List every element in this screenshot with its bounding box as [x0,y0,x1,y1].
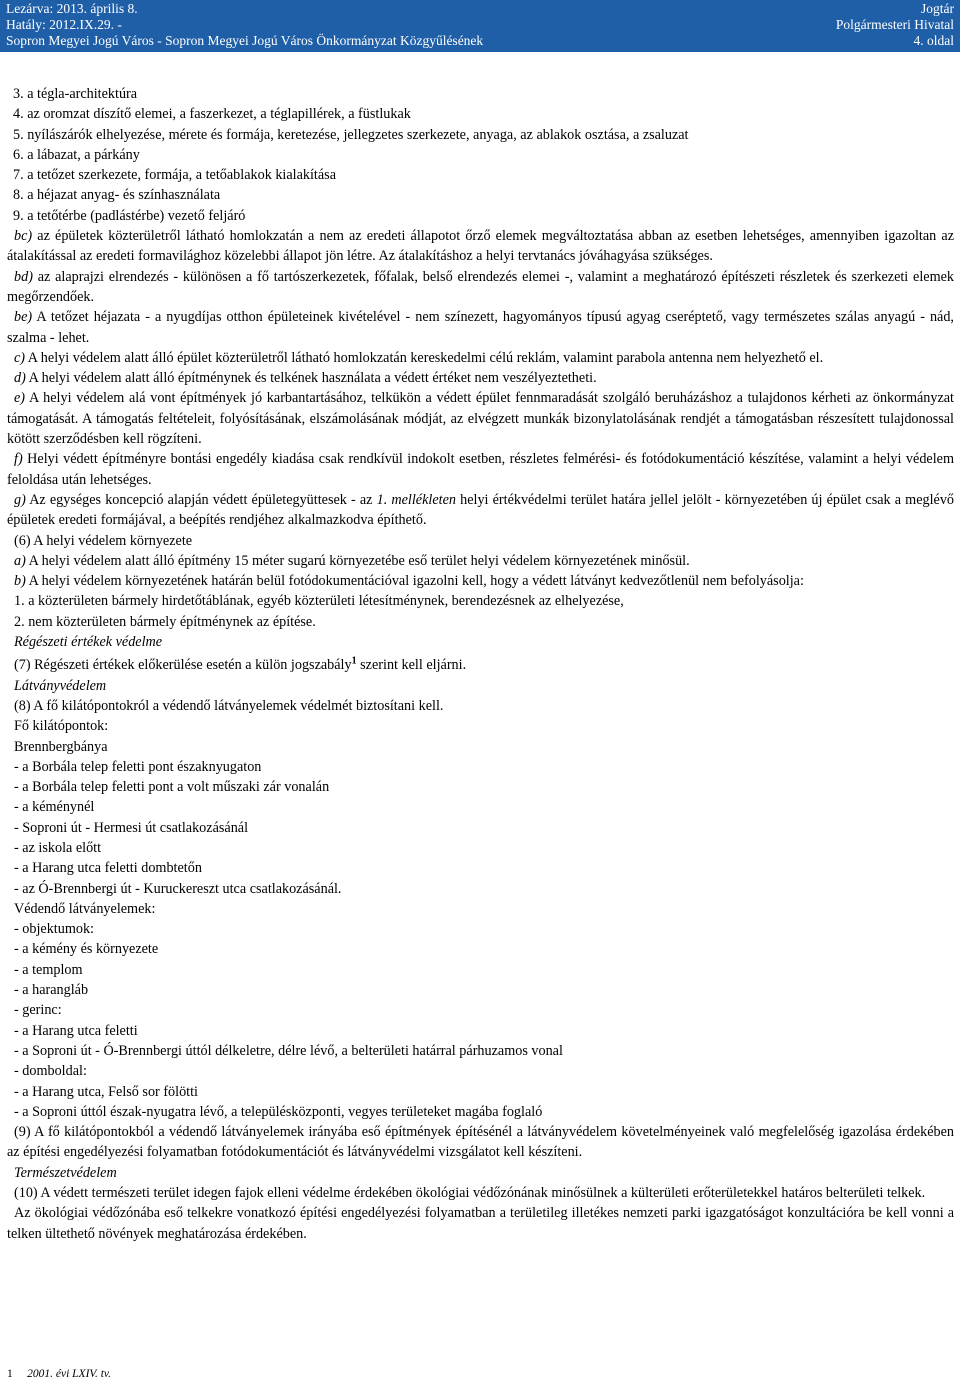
para-label: f) [14,451,23,468]
heading-view-protection: Látványvédelem [14,677,107,694]
list-item: 5. nyílászárók elhelyezése, mérete és formája, keretezése, jellegzetes szerkezete, anyaga, az ablakok osztása, a zsaluzat [13,126,689,143]
effective-date: Hatály: 2012.IX.29. - [6,17,122,32]
heading-nature-protection: Természetvédelem [14,1164,117,1181]
place-name: Brennbergbánya [14,738,108,755]
footnote [7,1368,111,1380]
annex-reference: 1. mellékleten [376,491,456,508]
para-6b [7,571,954,591]
para-label: e) [14,390,26,407]
para-be [7,307,954,348]
list-item: 8. a héjazat anyag- és színhasználata [13,187,221,204]
para-text: az alaprajzi elrendezés - különösen a fő tartószerkezetek, főfalak, belső elrendezés elemei -, valamint a meghatározó építészeti részletek és szerkezeti elemek megőrzendőek. [7,268,955,305]
office-name: Polgármesteri Hivatal [835,17,954,32]
list-item: - objektumok: [14,921,94,938]
list-item: - gerinc: [14,1002,62,1019]
header-right [836,1,954,49]
para-bd [7,267,954,308]
list-item: - a Borbála telep feletti pont északnyugaton [14,758,262,775]
list-item: - a kémény és környezete [14,941,159,958]
para-label: be) [14,309,33,326]
para-label: b) [14,573,26,590]
document-body [7,84,954,1244]
list-item: - a Harang utca feletti dombtetőn [14,860,202,877]
list-item: - a kéménynél [14,799,95,816]
list-item: 4. az oromzat díszítő elemei, a faszerkezet, a téglapillérek, a füstlukak [13,106,411,123]
para-label: g) [14,491,26,508]
heading-archaeology: Régészeti értékek védelme [14,634,163,651]
list-item: - a Harang utca feletti [14,1022,138,1039]
list-item: - a templom [14,961,83,978]
para-text: az épületek közterületről látható homlokzatán a nem az eredeti állapotot őrző elemek megváltoztatása abban az esetben lehetséges, amennyiben igazoltan az átalakítással az eredeti formavilághoz közelebbi állapot jön létre. Az átalakításhoz a helyi tervtanács jóváhagyása szükséges. [7,228,955,265]
list-item: 2. nem közterületen bármely építménynek az építése. [14,613,316,630]
closed-date: Lezárva: 2013. április 8. [6,1,138,16]
issuer: Sopron Megyei Jogú Város - Sopron Megyei Jogú Város Önkormányzat Közgyűlésének [6,33,484,48]
list-item: - domboldal: [14,1063,87,1080]
para-6a [7,551,954,571]
view-elements-label: Védendő látványelemek: [14,900,156,917]
section-7 [7,655,954,675]
list-item: 9. a tetőtérbe (padlástérbe) vezető feljáró [13,207,246,224]
para-text: A helyi védelem alatt álló építménynek és telkének használata a védett értéket nem veszélyeztetheti. [28,370,597,387]
para-g [7,490,954,531]
viewpoints-label: Fő kilátópontok: [14,718,109,735]
para-text: Az egységes koncepció alapján védett épületegyüttesek - az [29,491,373,508]
para-text: A helyi védelem alatt álló épület közterületről látható homlokzatán kereskedelmi célú reklám, valamint parabola antenna nem helyezhető el. [27,349,824,366]
list-item: - a Borbála telep feletti pont a volt műszaki zár vonalán [14,779,330,796]
footnote-text: 2001. évi LXIV. tv. [27,1368,112,1380]
list-item: 1. a közterületen bármely hirdetőtáblának, egyéb közterületi létesítménynek, berendezésnek az elhelyezése, [14,593,624,610]
section-8: (8) A fő kilátópontokról a védendő látványelemek védelmét biztosítani kell. [14,697,444,714]
document-header [0,0,960,52]
list-item: - a Soproni út - Ó-Brennbergi úttól délkeletre, délre lévő, a belterületi határral párhuzamos vonal [14,1042,563,1059]
header-left [6,1,483,49]
section-10: (10) A védett természeti terület idegen fajok elleni védelme érdekében ökológiai védőzónának minősülnek a külterületi erőterületekkel határos belterületi telkek. [14,1185,926,1202]
para-text: A helyi védelem alatt álló építmény 15 méter sugarú környezetébe eső terület helyi védelem környezetének minősül. [28,552,690,569]
para-text: A helyi védelem környezetének határán belül fotódokumentációval igazolni kell, hogy a védett látványt kedvezőtlenül nem befolyásolja: [28,573,804,590]
list-item: 6. a lábazat, a párkány [13,146,140,163]
para-label: a) [14,552,26,569]
para-text: Helyi védett építményre bontási engedély kiadása csak rendkívül indokolt esetben, részletes felmérési- és fotódokumentáció készítése, valamint a helyi védelem feloldása után lehetséges. [7,451,954,488]
footnote-ref[interactable]: 1 [351,655,357,667]
page-number: 4. oldal [913,33,954,48]
para-label: c) [14,349,26,366]
para-text: A helyi védelem alá vont építmények jó karbantartásához, telkükön a védett épület fennmaradását szolgáló beruházáshoz a tulajdonos kérheti az önkormányzat támogatását. A támogatás feltételeit, folyósításának, elszámolásának módját, az elvégzett munkák bizonylatolásának rendjét a támogatásban részesített tulajdonossal kötött szerződésben kell rögzíteni. [7,390,954,448]
para-d [7,368,954,388]
list-item: - az iskola előtt [14,839,102,856]
para-label: d) [14,370,26,387]
para-text: (7) Régészeti értékek előkerülése esetén a külön jogszabály [14,657,352,674]
para-bc [7,226,954,267]
para-text: helyi értékvédelmi terület határa jellel jelölt - környezetében új épület csak a meglévő épületek eredeti formájával, a beépítés rendjéhez alkalmazkodva építhető. [7,491,955,529]
app-name: Jogtár [921,1,954,16]
section-9: (9) A fő kilátópontokból a védendő látványelemek irányába eső építmények építésénél a látványvédelem követelményeinek való megfelelőség igazolása érdekében az építési engedélyezési folyamatban fotódokumentációt és látványvédelmi vizsgálatot kell készíteni. [7,1124,954,1161]
footnote-number: 1 [7,1368,13,1380]
section-6: (6) A helyi védelem környezete [14,532,193,549]
list-item: 7. a tetőzet szerkezete, formája, a tetőablakok kialakítása [13,167,336,184]
para-text: szerint kell eljárni. [356,657,467,674]
list-item: - a Soproni úttól észak-nyugatra lévő, a településközponti, vegyes területeket magába foglaló [14,1103,543,1120]
list-item: 3. a tégla-architektúra [13,86,138,102]
list-item: - a Harang utca, Felső sor fölötti [14,1083,198,1100]
list-item: - a harangláb [14,982,89,999]
para-text: A tetőzet héjazata - a nyugdíjas otthon épületeinek kivételével - nem színezett, hagyományos típusú agyag cseréptető, vagy természetes szálas anyagú - nád, szalma - lehet. [7,309,954,346]
para-label: bc) [14,228,33,245]
list-item: - az Ó-Brennbergi út - Kuruckereszt utca csatlakozásánál. [14,880,342,897]
para-e [7,388,954,449]
para-label: bd) [14,268,33,285]
para-c [7,348,954,368]
ecological-zone-para: Az ökológiai védőzónába eső telkekre vonatkozó építési engedélyezési folyamatban a területileg illetékes nemzeti parki igazgatóságot konzultációra be kell vonni a telken ültethető növények meghatározása érdekében. [7,1205,954,1242]
para-f [7,449,954,490]
list-item: - Soproni út - Hermesi út csatlakozásánál [14,819,249,836]
